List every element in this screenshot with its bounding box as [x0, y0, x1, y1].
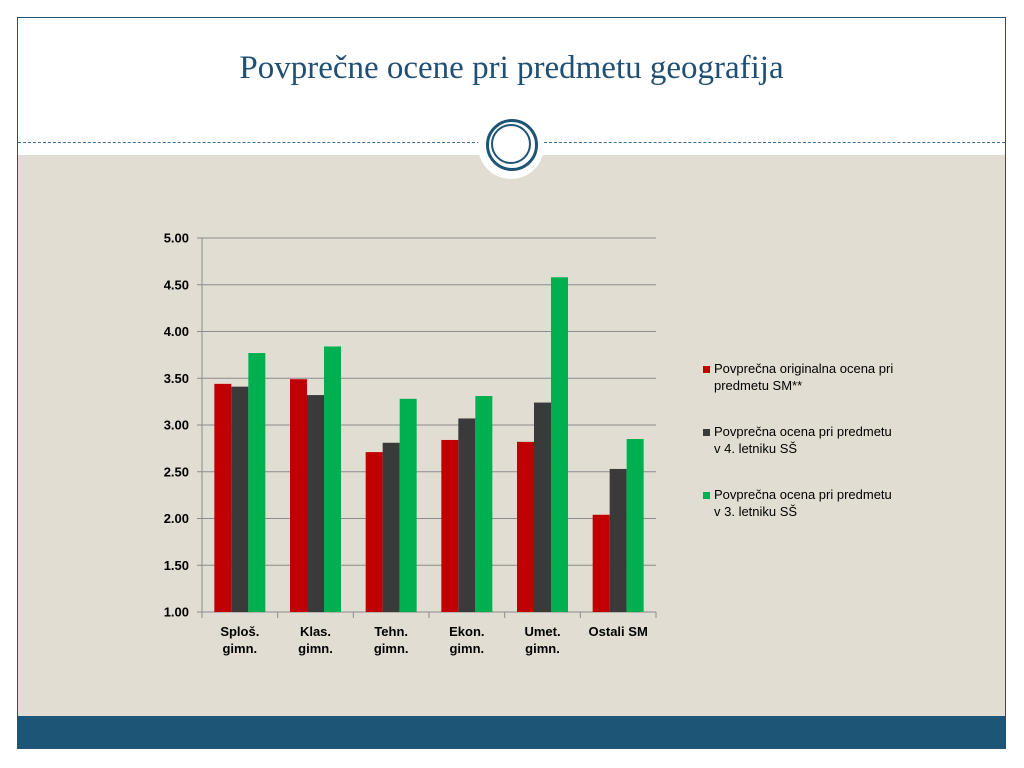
bar: [324, 346, 341, 612]
bar: [551, 277, 568, 612]
x-tick-label: Sploš.: [220, 624, 260, 639]
bar: [441, 440, 458, 612]
legend-swatch: [703, 429, 710, 436]
bar: [248, 353, 265, 612]
bar: [610, 469, 627, 612]
x-tick-label: gimn.: [222, 641, 258, 656]
bar: [214, 384, 231, 612]
x-tick-label: gimn.: [298, 641, 333, 656]
bar: [593, 515, 610, 612]
y-tick-label: 4.50: [163, 277, 189, 293]
x-tick-label: gimn.: [525, 641, 560, 656]
legend-label: v 4. letniku SŠ: [714, 441, 798, 456]
bar: [307, 395, 324, 612]
legend-label: Povprečna ocena pri predmetu: [714, 487, 892, 502]
bar: [534, 403, 551, 612]
x-tick-label: Klas.: [299, 624, 332, 639]
axes: [197, 238, 656, 618]
bar: [517, 442, 534, 612]
y-tick-label: 1.50: [163, 557, 189, 573]
y-tick-label: 2.50: [163, 464, 189, 480]
bar: [475, 396, 492, 612]
y-tick-label: 4.00: [163, 324, 189, 339]
gridlines: [202, 238, 656, 565]
legend-swatch: [703, 492, 710, 499]
y-tick-label: 3.50: [163, 370, 189, 386]
legend-label: Povprečna ocena pri predmetu: [714, 424, 892, 439]
slide-title: Povprečne ocene pri predmetu geografija: [239, 50, 784, 86]
y-tick-label: 2.00: [163, 511, 189, 526]
legend-label: Povprečna originalna ocena pri: [714, 361, 894, 376]
bars: [214, 277, 643, 612]
bar: [366, 452, 383, 612]
bar: [627, 439, 644, 612]
x-tick-label: gimn.: [373, 641, 409, 656]
y-tick-label: 5.00: [163, 230, 189, 246]
bar: [458, 418, 475, 612]
bar: [290, 379, 307, 612]
x-tick-label: Tehn.: [374, 624, 409, 639]
legend-label: predmetu SM**: [714, 378, 803, 393]
x-tick-label: Umet.: [524, 624, 561, 639]
bar: [231, 387, 248, 612]
legend-swatch: [703, 366, 710, 373]
y-tick-label: 1.00: [163, 604, 189, 620]
bar: [383, 443, 400, 612]
legend-label: v 3. letniku SŠ: [714, 504, 798, 519]
x-tick-label: gimn.: [449, 641, 485, 656]
x-tick-label: Ostali SM: [588, 624, 648, 639]
bar: [400, 399, 417, 612]
legend: [703, 361, 893, 519]
x-tick-label: Ekon.: [449, 624, 485, 639]
y-tick-label: 3.00: [163, 417, 189, 433]
